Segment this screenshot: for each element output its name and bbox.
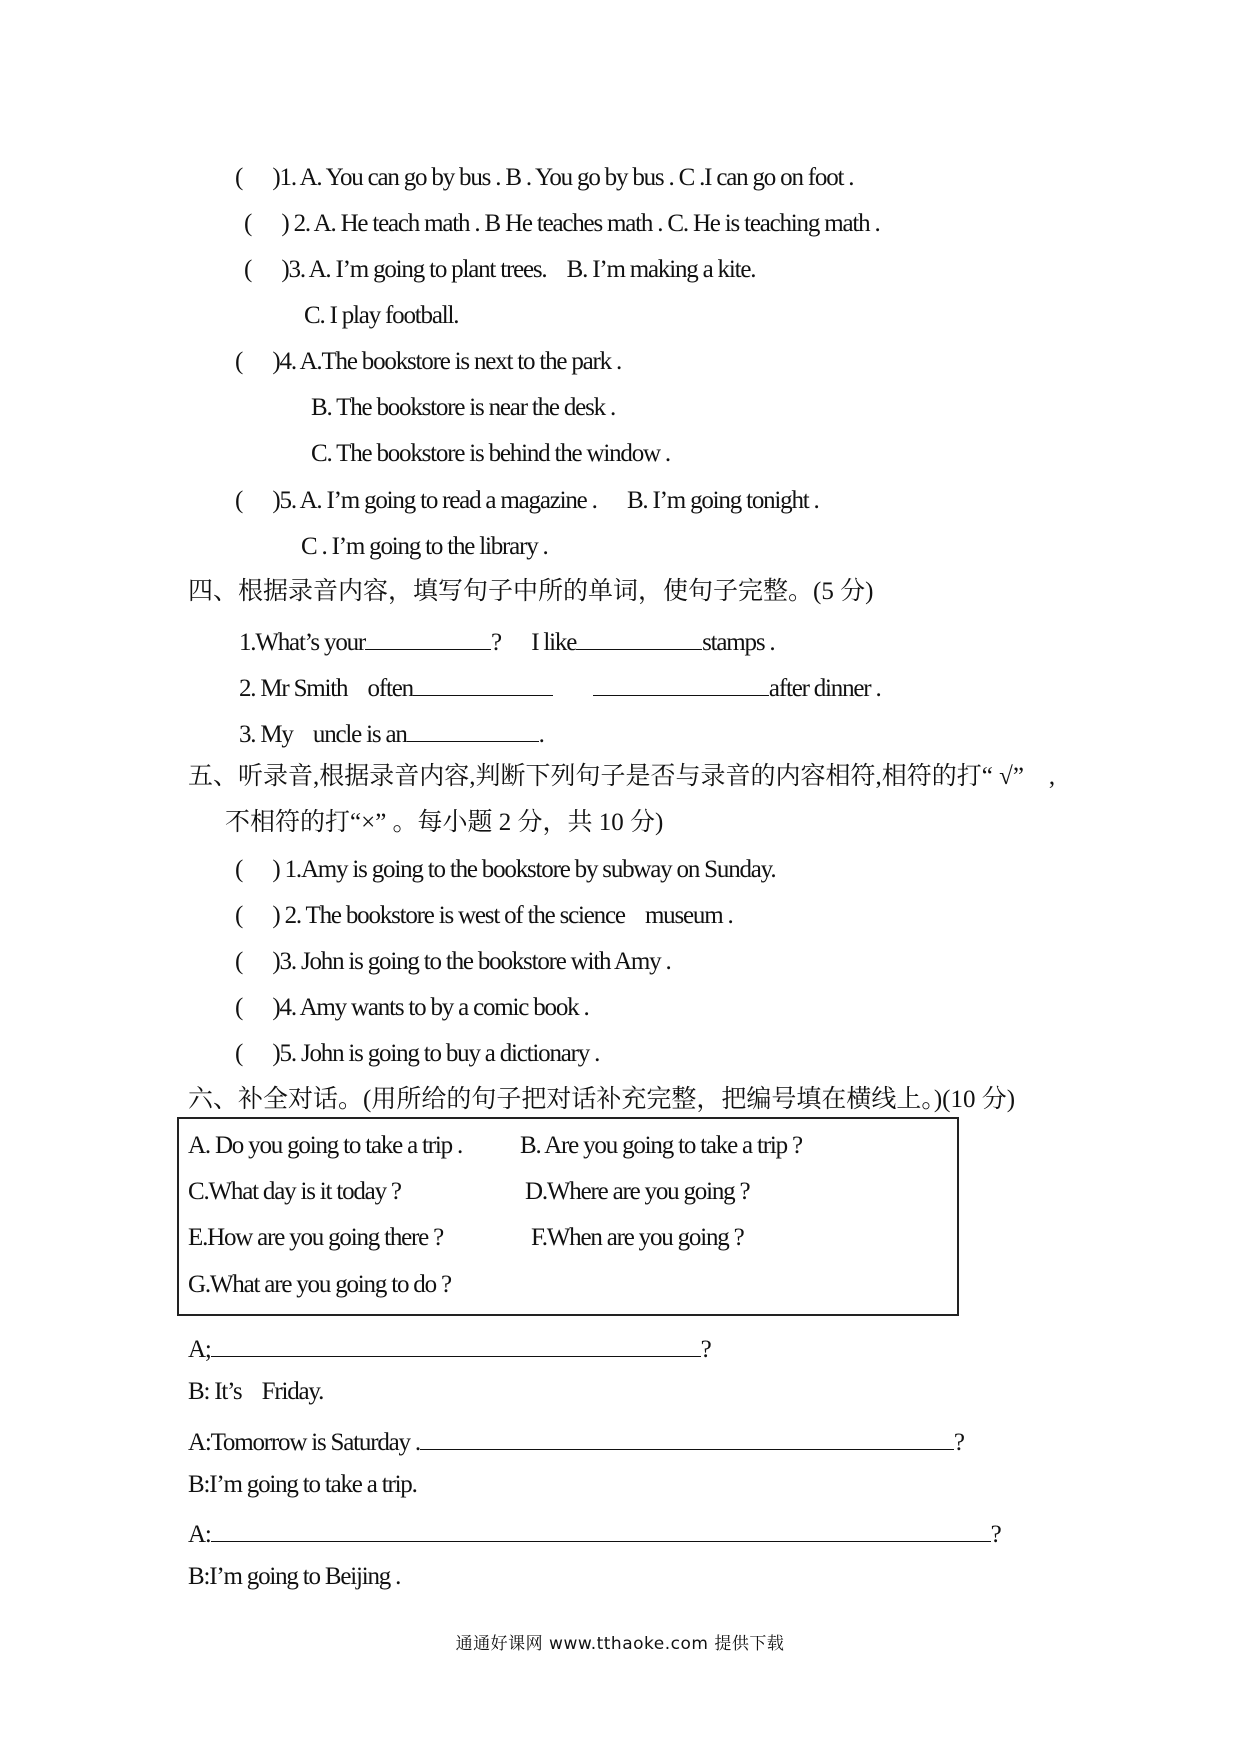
s5-heading-line-1: 五、听录音,根据录音内容,判断下列句子是否与录音的内容相符,相符的打“ √” , bbox=[188, 763, 1056, 790]
dialogue-line-6: B:I’m going to Beijing . bbox=[188, 1563, 401, 1590]
s3-question-4-option-b: B. The bookstore is near the desk . bbox=[311, 394, 615, 421]
blank bbox=[365, 622, 491, 650]
s3-question-3-option-c: C. I play football. bbox=[304, 302, 459, 329]
option-f: F.When are you going ? bbox=[531, 1224, 744, 1251]
s4-line-3-text-b: . bbox=[538, 721, 544, 748]
option-e: E.How are you going there ? bbox=[188, 1224, 444, 1251]
option-b: B. Are you going to take a trip ? bbox=[520, 1132, 802, 1159]
s3-question-5-option-c: C . I’m going to the library . bbox=[301, 533, 548, 560]
blank bbox=[407, 714, 539, 742]
option-d: D.Where are you going ? bbox=[525, 1178, 750, 1205]
s3-question-2: ( ) 2. A. He teach math . B He teaches math . C. He is teaching math . bbox=[244, 210, 880, 237]
s4-heading: 四、根据录音内容，填写句子中所的单词，使句子完整。(5 分) bbox=[188, 578, 874, 605]
dialogue-speaker: A; bbox=[188, 1336, 211, 1363]
dialogue-line-3 bbox=[188, 1422, 964, 1460]
dialogue-line-2: B: It’s Friday. bbox=[188, 1378, 324, 1405]
footer-watermark: 通通好课网 www.tthaoke.com 提供下载 bbox=[455, 1634, 785, 1654]
blank bbox=[211, 1329, 701, 1357]
option-g: G.What are you going to do ? bbox=[188, 1271, 451, 1298]
s4-line-2-text-b: after dinner . bbox=[768, 675, 881, 702]
s4-line-3-text-a: 3. My uncle is an bbox=[239, 721, 407, 748]
s4-line-2-text-a: 2. Mr Smith often bbox=[239, 675, 413, 702]
dialogue-line-5 bbox=[188, 1514, 1001, 1552]
blank bbox=[593, 668, 769, 696]
s4-line-1-text-b: ? I like bbox=[491, 629, 577, 656]
s5-heading-line-2: 不相符的打“×” 。每小题 2 分，共 10 分) bbox=[225, 809, 664, 836]
s4-line-1 bbox=[239, 622, 774, 660]
s6-heading: 六、补全对话。(用所给的句子把对话补充完整，把编号填在横线上。)(10 分) bbox=[188, 1086, 1016, 1113]
s4-line-1-text-a: 1.What’s your bbox=[239, 629, 366, 656]
s3-question-4-option-c: C. The bookstore is behind the window . bbox=[311, 440, 670, 467]
s4-line-3 bbox=[239, 714, 544, 752]
question-mark: ? bbox=[700, 1336, 711, 1363]
s5-question-5: ( )5. John is going to buy a dictionary . bbox=[235, 1040, 600, 1067]
s3-question-3: ( )3. A. I’m going to plant trees. B. I’m making a kite. bbox=[244, 256, 756, 283]
option-c: C.What day is it today ? bbox=[188, 1178, 401, 1205]
s4-line-2 bbox=[239, 668, 881, 706]
s3-question-1: ( )1. A. You can go by bus . B . You go by bus . C .I can go on foot . bbox=[235, 164, 854, 191]
blank bbox=[413, 668, 553, 696]
option-a: A. Do you going to take a trip . bbox=[188, 1132, 463, 1159]
s3-question-4: ( )4. A.The bookstore is next to the park . bbox=[235, 348, 622, 375]
dialogue-speaker: A: bbox=[188, 1521, 211, 1548]
question-mark: ? bbox=[990, 1521, 1001, 1548]
question-mark: ? bbox=[953, 1429, 964, 1456]
dialogue-text: A:Tomorrow is Saturday . bbox=[188, 1429, 420, 1456]
s5-question-2: ( ) 2. The bookstore is west of the science museum . bbox=[235, 902, 733, 929]
s4-line-1-text-c: stamps . bbox=[702, 629, 775, 656]
dialogue-line-4: B:I’m going to take a trip. bbox=[188, 1471, 417, 1498]
s5-question-4: ( )4. Amy wants to by a comic book . bbox=[235, 994, 589, 1021]
blank bbox=[211, 1514, 991, 1542]
blank bbox=[576, 622, 702, 650]
blank bbox=[420, 1422, 954, 1450]
dialogue-line-1 bbox=[188, 1329, 711, 1367]
s5-question-3: ( )3. John is going to the bookstore with Amy . bbox=[235, 948, 671, 975]
s3-question-5: ( )5. A. I’m going to read a magazine . B. I’m going tonight . bbox=[235, 487, 819, 514]
s5-question-1: ( ) 1.Amy is going to the bookstore by subway on Sunday. bbox=[235, 856, 776, 883]
